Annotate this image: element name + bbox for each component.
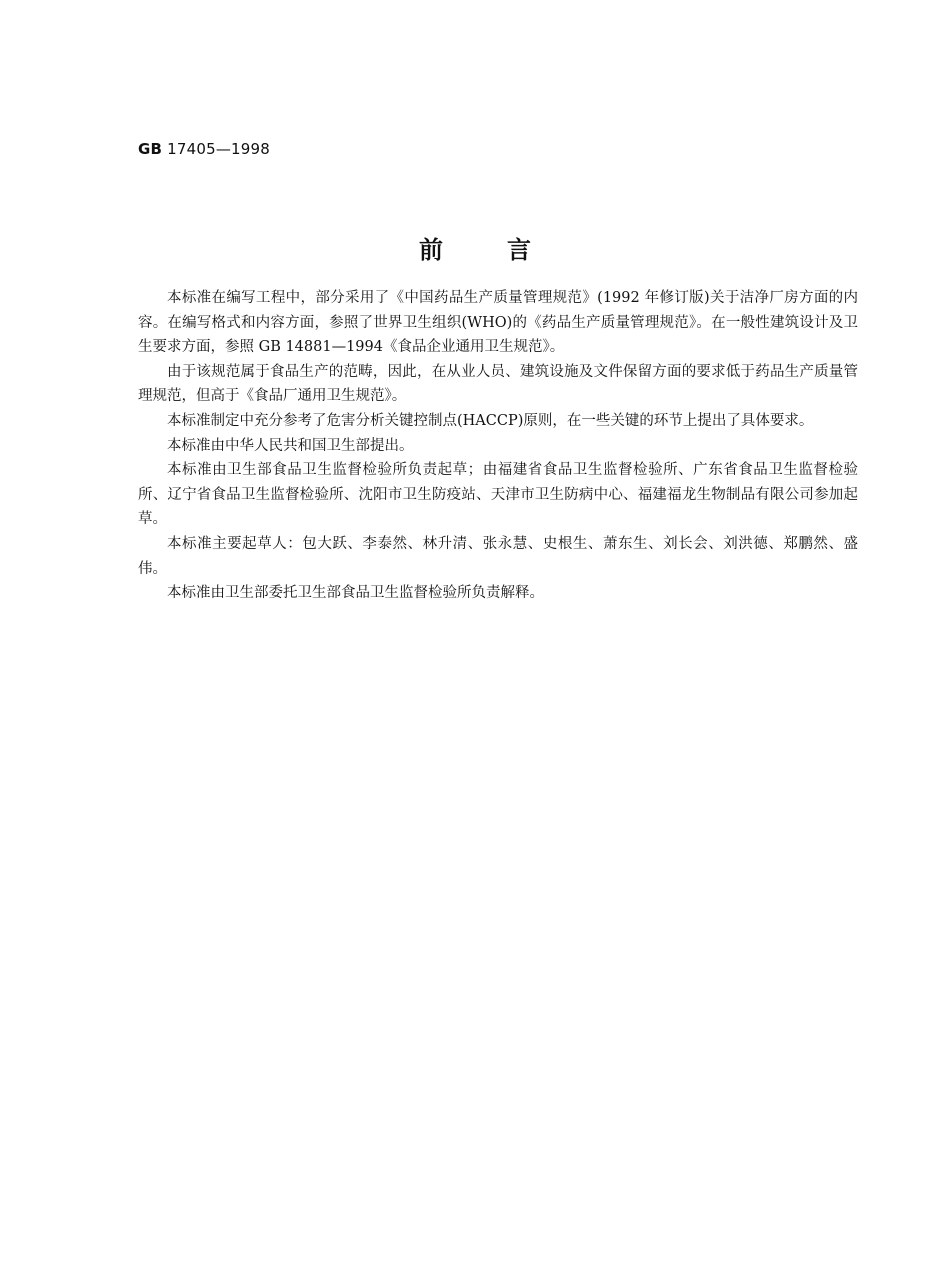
paragraph-scope: 由于该规范属于食品生产的范畴，因此，在从业人员、建筑设施及文件保留方面的要求低于药品生产质量管理规范，但高于《食品厂通用卫生规范》。 — [138, 363, 858, 405]
paragraph-haccp: 本标准制定中充分参考了危害分析关键控制点(HACCP)原则，在一些关键的环节上提出了具体要求。 — [167, 412, 814, 429]
standard-prefix: GB — [138, 140, 163, 158]
foreword-body — [138, 286, 858, 606]
standard-number-header — [138, 139, 270, 159]
paragraph-drafters: 本标准主要起草人：包大跃、李泰然、林升清、张永慧、史根生、萧东生、刘长会、刘洪德、郑鹏然、盛伟。 — [138, 535, 858, 577]
paragraph-proposer: 本标准由中华人民共和国卫生部提出。 — [167, 437, 414, 454]
paragraph-drafting-units: 本标准由卫生部食品卫生监督检验所负责起草；由福建省食品卫生监督检验所、广东省食品卫生监督检验所、辽宁省食品卫生监督检验所、沈阳市卫生防疫站、天津市卫生防病中心、福建福龙生物制品有限公司参加起草。 — [138, 462, 858, 528]
page-title: 前言 — [419, 236, 595, 264]
paragraph-adoption: 本标准在编写工程中，部分采用了《中国药品生产质量管理规范》(1992 年修订版)关于洁净厂房方面的内容。在编写格式和内容方面，参照了世界卫生组织(WHO)的《药品生产质量管理规范》。在一般性建筑设计及卫生要求方面，参照 GB 14881—1994《食品企业通用卫生规范》。 — [138, 290, 858, 356]
paragraph-interpretation: 本标准由卫生部委托卫生部食品卫生监督检验所负责解释。 — [167, 585, 544, 602]
standard-number: 17405—1998 — [167, 140, 271, 158]
